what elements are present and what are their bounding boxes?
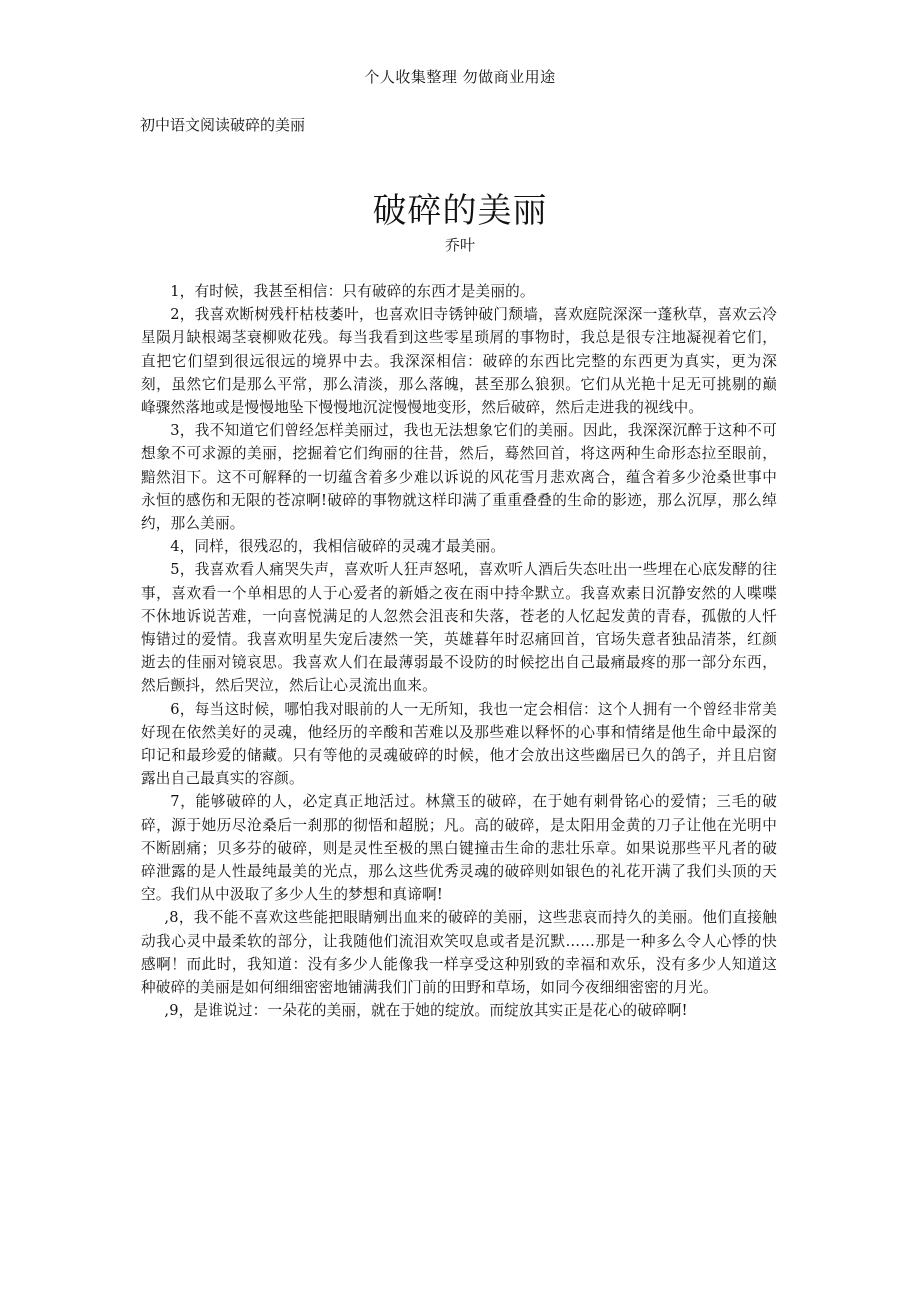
paragraph-5: 5，我喜欢看人痛哭失声，喜欢听人狂声怒吼，喜欢听人酒后失态吐出一些埋在心底发酵的往事，喜欢看一个单相思的人于心爱者的新婚之夜在雨中持伞默立。我喜欢素日沉静安然的人喋喋不休地诉说苦难，一向喜悦满足的人忽然会沮丧和失落，苍老的人忆起发黄的青春，孤傲的人忏悔错过的爱情。我喜欢明星失宠后凄然一笑，英雄暮年时忍痛回首，官场失意者独品清茶，红颜逝去的佳丽对镜哀思。我喜欢人们在最薄弱最不设防的时候挖出自己最痛最疼的那一部分东西，然后颤抖，然后哭泣，然后让心灵流出血来。 bbox=[141, 561, 777, 695]
paragraph-9: ,9，是谁说过：一朵花的美丽，就在于她的绽放。而绽放其实正是花心的破碎啊! bbox=[164, 1002, 688, 1020]
paragraph-4: 4，同样，很残忍的，我相信破碎的灵魂才最美丽。 bbox=[170, 538, 506, 556]
article-author: 乔叶 bbox=[444, 236, 475, 254]
paragraph-3: 3，我不知道它们曾经怎样美丽过，我也无法想象它们的美丽。因此，我深深沉醉于这种不可想象不可求源的美丽，挖掘着它们绚丽的往昔，然后，蓦然回首，将这两种生命形态拉至眼前，黯然泪下。这不可解释的一切蕴含着多少难以诉说的风花雪月悲欢离合，蕴含着多少沧桑世事中永恒的感伤和无限的苍凉啊!破碎的事物就这样印满了重重叠叠的生命的影迹，那么沉厚，那么绰约，那么美丽。 bbox=[141, 422, 777, 533]
article-title: 破碎的美丽 bbox=[372, 190, 548, 231]
paragraph-7: 7，能够破碎的人，必定真正地活过。林黛玉的破碎，在于她有刺骨铭心的爱情；三毛的破碎，源于她历尽沧桑后一刹那的彻悟和超脱；凡。高的破碎，是太阳用金黄的刀子让他在光明中不断剧痛；贝多芬的破碎，则是灵性至极的黑白键撞击生命的悲壮乐章。如果说那些平凡者的破碎泄露的是人性最纯最美的光点，那么这些优秀灵魂的破碎则如银色的礼花开满了我们头顶的天空。我们从中汲取了多少人生的梦想和真谛啊! bbox=[141, 793, 777, 904]
paragraph-8: ,8，我不能不喜欢这些能把眼睛剜出血来的破碎的美丽，这些悲哀而持久的美丽。他们直接触动我心灵中最柔软的部分，让我随他们流泪欢笑叹息或者是沉默……那是一种多么令人心悸的快感啊！而此时，我知道：没有多少人能像我一样享受这种别致的幸福和欢乐，没有多少人知道这种破碎的美丽是如何细细密密地铺满我们门前的田野和草场，如同今夜细细密密的月光。 bbox=[141, 909, 777, 997]
document-label: 初中语文阅读破碎的美丽 bbox=[140, 116, 306, 134]
paragraph-1: 1，有时候，我甚至相信：只有破碎的东西才是美丽的。 bbox=[170, 283, 535, 300]
header-note: 个人收集整理 勿做商业用途 bbox=[364, 68, 556, 86]
paragraph-6: 6，每当这时候，哪怕我对眼前的人一无所知，我也一定会相信：这个人拥有一个曾经非常美好现在依然美好的灵魂，他经历的辛酸和苦难以及那些难以释怀的心事和情绪是他生命中最深的印记和最珍爱的储藏。只有等他的灵魂破碎的时候，他才会放出这些幽居已久的鸽子，并且启窗露出自己最真实的容颜。 bbox=[141, 700, 777, 788]
paragraph-2: 2，我喜欢断树残杆枯枝萎叶，也喜欢旧寺锈钟破门颓墙，喜欢庭院深深一蓬秋草，喜欢云冷星陨月缺根竭茎衰柳败花残。每当我看到这些零星琐屑的事物时，我总是很专注地凝视着它们，直把它们望到很远很远的境界中去。我深深相信：破碎的东西比完整的东西更为真实，更为深刻，虽然它们是那么平常，那么清淡，那么落魄，甚至那么狼狈。它们从光艳十足无可挑剔的巅峰骤然落地或是慢慢地坠下慢慢地沉淀慢慢地变形，然后破碎，然后走进我的视线中。 bbox=[141, 306, 777, 417]
article-body bbox=[141, 280, 777, 1023]
